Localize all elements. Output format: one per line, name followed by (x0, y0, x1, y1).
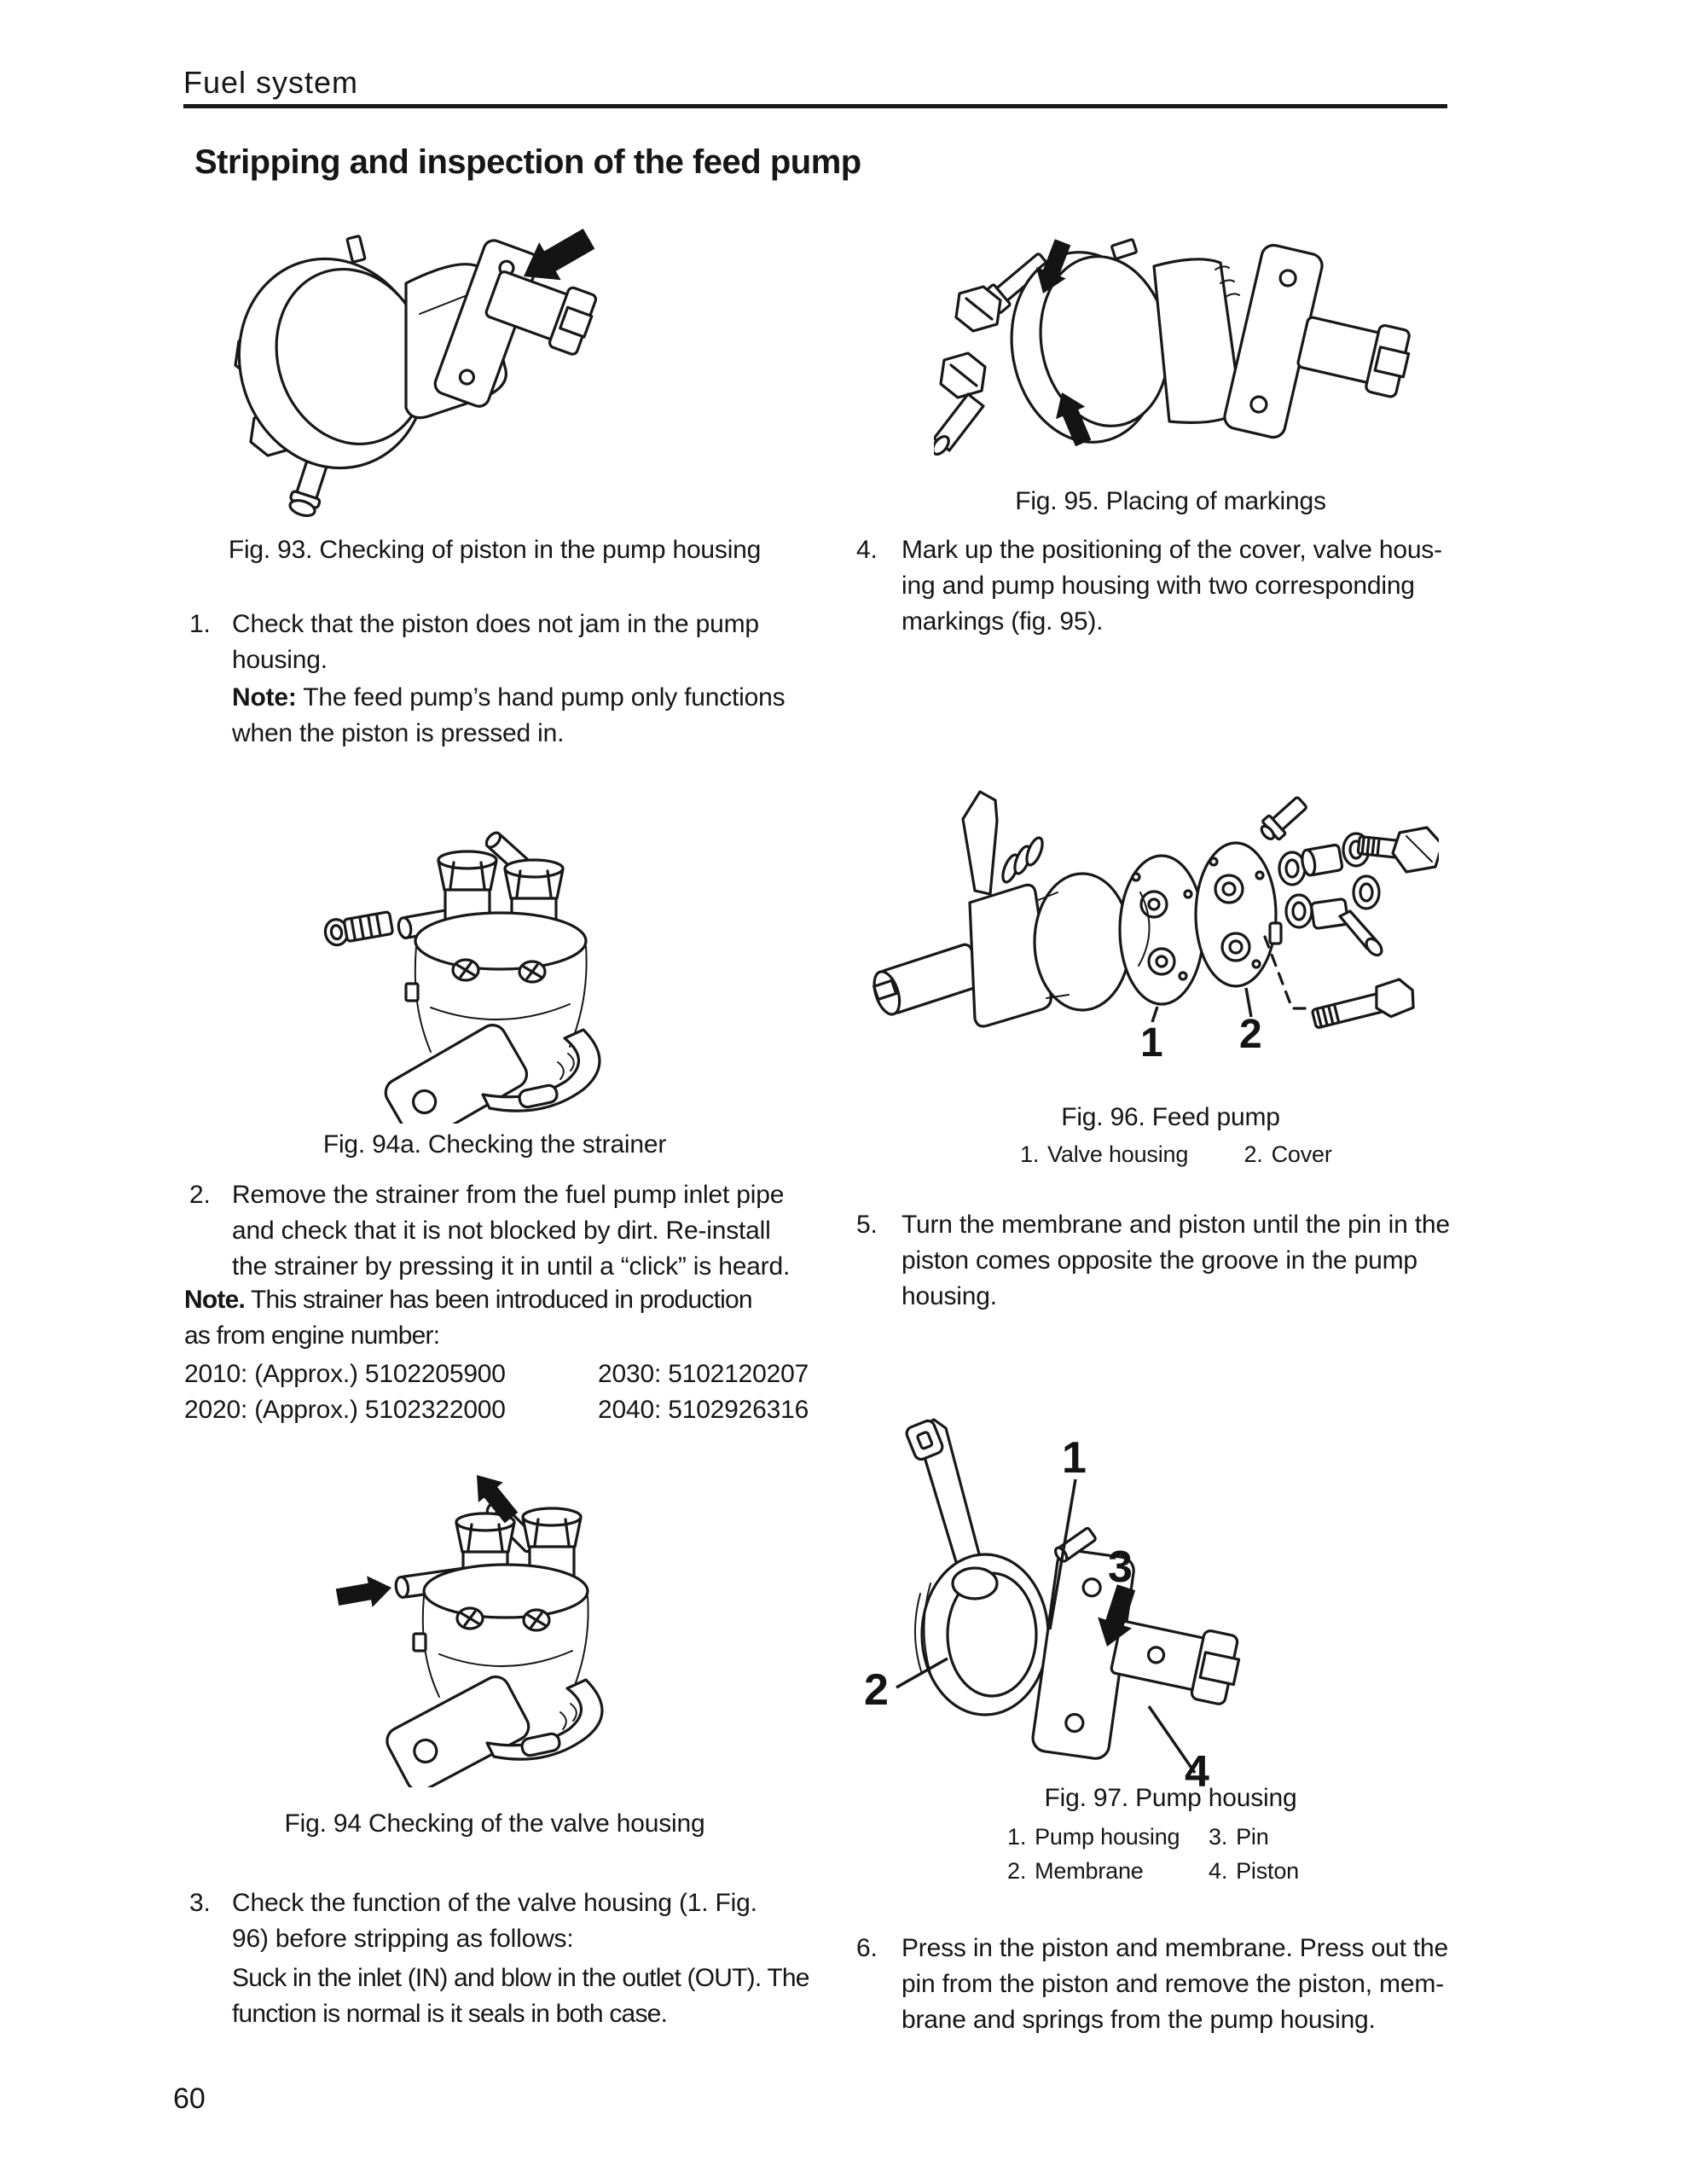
fig96-legend-num-1: 1. (1020, 1141, 1040, 1167)
section-header: Fuel system (183, 65, 359, 100)
fig96-top-stub (1256, 793, 1310, 845)
fig94-screw-2 (524, 1610, 549, 1630)
engine-number-2010 (184, 1356, 506, 1392)
fig94-flange-foot (382, 1672, 533, 1787)
fig97-callout-1: 1 (1062, 1433, 1087, 1483)
step3-extra-text: Suck in the inlet (IN) and blow in the outlet (OUT). The function is normal is it seals in both case. (232, 1964, 809, 2028)
fig97-legend-item-1 (1007, 1824, 1209, 1850)
legend-label: Pump housing (1035, 1824, 1180, 1850)
fig94a-screw-2 (519, 961, 545, 982)
fig94a-pump-body (415, 913, 586, 969)
engine-value: 5102120207 (668, 1360, 809, 1388)
fig94-screw-1 (457, 1608, 483, 1629)
fig95-piston (1296, 308, 1414, 398)
fig96-shaft (869, 943, 983, 1017)
fig96-legend (1020, 1141, 1332, 1168)
note1-text: The feed pump’s hand pump only functions when the piston is pressed in. (232, 683, 786, 747)
engine-value: (Approx.) 5102205900 (254, 1360, 506, 1388)
fig94-arrow-icon-in (334, 1572, 394, 1613)
fig97-legend-item-4 (1209, 1858, 1451, 1885)
page-number: 60 (173, 2082, 206, 2115)
fig93-illustration (205, 212, 597, 517)
fig97-legend (1007, 1824, 1451, 1885)
engine-model: 2040: (598, 1396, 662, 1424)
step5-number: 5. (856, 1211, 878, 1239)
fig95-hex-fitting-2 (941, 353, 985, 398)
fig94-pump-body (424, 1565, 588, 1618)
fig95-illustration (934, 198, 1484, 481)
engine-number-2020 (184, 1392, 506, 1428)
fig96-caption: Fig. 96. Feed pump (1061, 1103, 1280, 1131)
fig97-caption: Fig. 97. Pump housing (1044, 1784, 1297, 1812)
fig96-callout-2: 2 (1239, 1012, 1262, 1057)
step1-text: Check that the piston does not jam in the pump housing. (232, 610, 759, 674)
fig97-legend-item-3 (1209, 1824, 1451, 1850)
fig97-callout-4: 4 (1185, 1747, 1209, 1788)
step1-number: 1. (189, 610, 211, 638)
fig97-piston (1109, 1612, 1244, 1706)
fig96-bolt-1 (1358, 828, 1439, 872)
engine-model: 2020: (184, 1396, 248, 1424)
engine-number-2040 (598, 1392, 809, 1428)
fig94-illustration (286, 1444, 763, 1787)
step4-number: 4. (856, 536, 878, 564)
fig96-callout-1: 1 (1140, 1020, 1163, 1058)
fig94a-strainer-screw (323, 910, 393, 947)
step3-number: 3. (189, 1889, 211, 1917)
step2-text: Remove the strainer from the fuel pump inlet pipe and check that it is not blocked by dirt. Re-install the strainer by pressing it in until a “click” is heard. (232, 1181, 791, 1281)
fig94a-caption: Fig. 94a. Checking the strainer (322, 1130, 667, 1159)
legend-label: Membrane (1035, 1858, 1144, 1884)
engine-model: 2030: (598, 1360, 662, 1388)
fig94a-screw-1 (453, 960, 478, 980)
fig96-pump-body (1035, 874, 1130, 1010)
page-title: Stripping and inspection of the feed pump (194, 143, 861, 181)
fig97-callout-2: 2 (864, 1665, 889, 1715)
step5-text: Turn the membrane and piston until the pin in the piston comes opposite the groove in the pump housing. (901, 1211, 1450, 1310)
legend-num: 3. (1209, 1824, 1228, 1850)
note2-label: Note. (184, 1286, 246, 1314)
fig94-caption: Fig. 94 Checking of the valve housing (284, 1809, 705, 1838)
fig96-illustration (866, 766, 1439, 1058)
header-rule (183, 104, 1447, 108)
fig97-legend-item-2 (1007, 1858, 1209, 1885)
legend-num: 2. (1007, 1858, 1027, 1884)
engine-number-2030 (598, 1356, 809, 1392)
fig96-spacer-2 (1311, 898, 1384, 958)
legend-label: Pin (1236, 1824, 1269, 1850)
fig96-legend-label-2: Cover (1271, 1141, 1332, 1167)
fig96-cover (1196, 843, 1281, 986)
note1 (232, 680, 797, 752)
engine-value: (Approx.) 5102322000 (254, 1396, 506, 1424)
legend-label: Piston (1236, 1858, 1299, 1884)
fig97-illustration (855, 1406, 1531, 1788)
fig96-spacer-1 (1301, 845, 1343, 876)
engine-model: 2010: (184, 1360, 248, 1388)
step4-text: Mark up the positioning of the cover, valve housing and pump housing with two corresponding markings (fig. 95). (901, 536, 1443, 636)
fig94a-illustration (309, 806, 757, 1124)
legend-num: 4. (1209, 1858, 1228, 1884)
fig95-lower-pipe (934, 394, 983, 457)
note2 (184, 1282, 777, 1354)
fig96-legend-label-1: Valve housing (1047, 1141, 1189, 1167)
fig95-caption: Fig. 95. Placing of markings (1015, 487, 1326, 515)
fig96-lever (963, 792, 997, 894)
fig96-bolt-2 (1310, 977, 1417, 1035)
step6-text: Press in the piston and membrane. Press out the pin from the piston and remove the piston, membrane and springs from the pump housing. (901, 1934, 1448, 2034)
fig95-hex-fitting-1 (956, 287, 1000, 331)
step3-text: Check the function of the valve housing (1. Fig. 96) before stripping as follows: (232, 1889, 757, 1953)
fig96-legend-num-2: 2. (1244, 1141, 1263, 1167)
step2-number: 2. (189, 1181, 211, 1209)
note1-label: Note: (232, 683, 297, 712)
step6-number: 6. (856, 1934, 878, 1962)
fig93-caption: Fig. 93. Checking of piston in the pump housing (228, 536, 762, 564)
note2-text: This strainer has been introduced in production as from engine number: (184, 1286, 752, 1350)
legend-num: 1. (1007, 1824, 1027, 1850)
fig97-callout-3: 3 (1108, 1542, 1133, 1592)
engine-value: 5102926316 (668, 1396, 809, 1424)
fig96-valve-housing (1120, 856, 1203, 1004)
